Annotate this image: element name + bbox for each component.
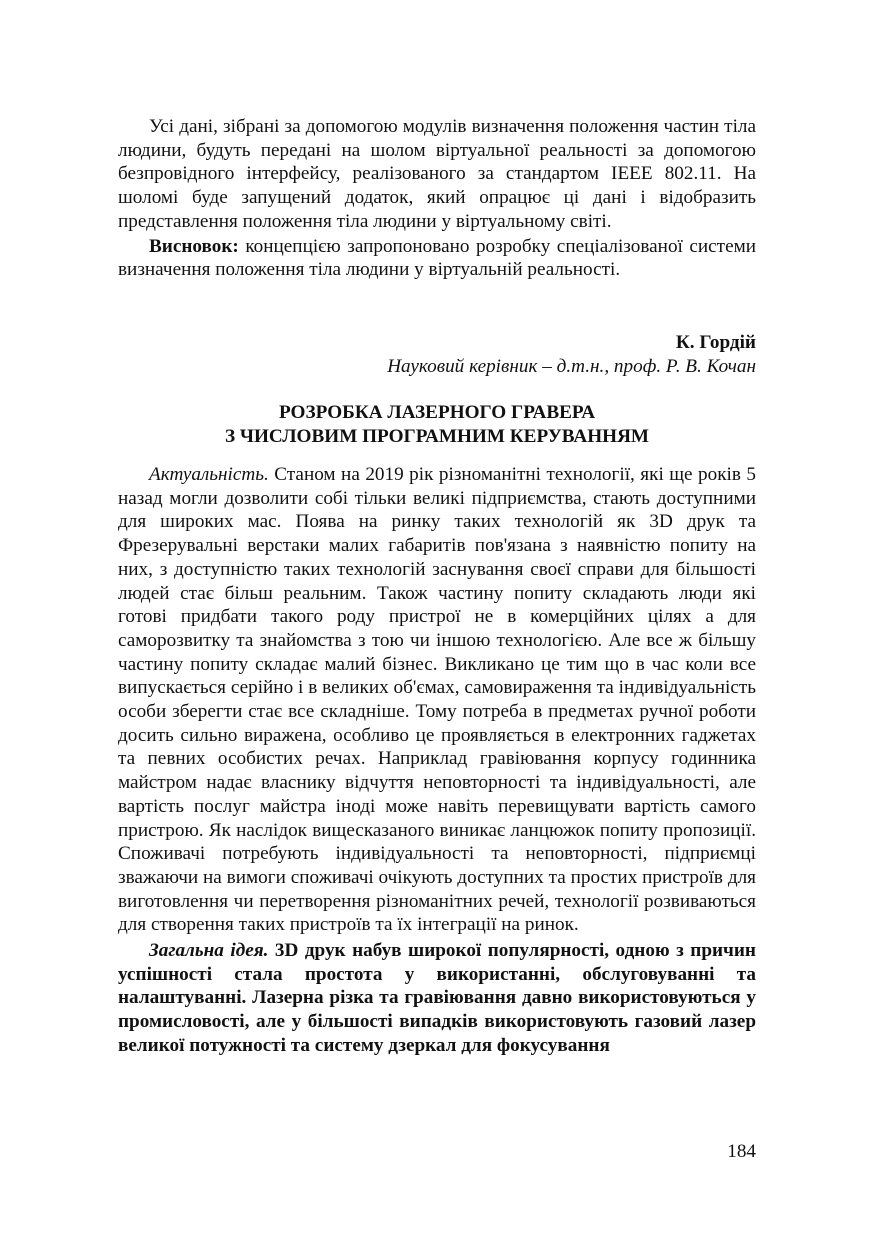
conclusion-text: концепцією запропоновано розробку спеціалізованої системи визначення положення тіла людини у віртуальній реальності. xyxy=(118,235,756,281)
relevance-label: Актуальність. xyxy=(149,464,269,485)
title-line-2: З ЧИСЛОВИМ ПРОГРАМНИМ КЕРУВАННЯМ xyxy=(224,425,650,447)
article-title xyxy=(118,401,756,448)
page-number: 184 xyxy=(727,1141,756,1162)
author-name: К. Гордій xyxy=(675,332,756,353)
intro-paragraph: Усі дані, зібрані за допомогою модулів визначення положення частин тіла людини, будуть передані на шолом віртуальної реальності за допомогою безпровідного інтерфейсу, реалізованого за стандартом IEEE 802.11. На шоломі буде запущений додаток, який опрацює ці дані і відобразить представлення положення тіла людини у віртуальному світі. xyxy=(118,116,756,232)
title-line-1: РОЗРОБКА ЛАЗЕРНОГО ГРАВЕРА xyxy=(278,402,596,423)
article-body xyxy=(118,463,756,1058)
conclusion-paragraph xyxy=(118,235,756,282)
conclusion-label: Висновок: xyxy=(149,235,239,257)
general-idea-label: Загальна ідея. xyxy=(149,940,269,962)
relevance-text: Станом на 2019 рік різноманітні технології, які ще років 5 назад могли дозволити собі тільки великі підприємства, стають доступними для широких мас. Поява на ринку таких технологій як 3D друк та Фрезерувальні верстаки малих габаритів пов'язана з наявністю попиту на них, з доступністю таких технологій заснування своєї справи для більшості людей стає більш реальним. Також частину попиту складають люди які готові придбати такого роду пристрої не в комерційних цілях а для саморозвитку та знайомства з тою чи іншою технологією. Але все ж більшу частину попиту складає малий бізнес. Викликано це тим що в час коли все випускається серійно і в великих об'ємах, самовираження та індивідуальність особи зберегти стає все складніше. Тому потреба в предметах ручної роботи досить сильно виражена, особливо це проявляється в електронних гаджетах та певних особистих речах. Наприклад гравіювання корпусу годинника майстром надає власнику відчуття неповторності та індивідуальності, але вартість послуг майстра іноді може навіть перевищувати вартість самого пристрою. Як наслідок вищесказаного виникає ланцюжок попиту пропозиції. Споживачі потребують індивідуальності та неповторності, підприємці зважаючи на вимоги споживачі очікують доступних та простих пристроїв для виготовлення чи перетворення різноманітних речей, технології розвиваються для створення таких пристроїв та їх інтеграції на ринок. xyxy=(118,464,756,936)
relevance-paragraph xyxy=(118,463,756,937)
general-idea-text: 3D друк набув широкої популярності, одною з причин успішності стала простота у використанні, обслуговуванні та налаштуванні. Лазерна різка та гравіювання давно використовуються у промисловості, але у більшості випадків використовують газовий лазер великої потужності та систему дзеркал для фокусування xyxy=(118,940,756,1056)
intro-section xyxy=(118,115,756,282)
general-idea-paragraph xyxy=(118,939,756,1058)
author-block xyxy=(387,331,756,378)
supervisor-line: Науковий керівник – д.т.н., проф. Р. В. Кочан xyxy=(387,355,756,377)
